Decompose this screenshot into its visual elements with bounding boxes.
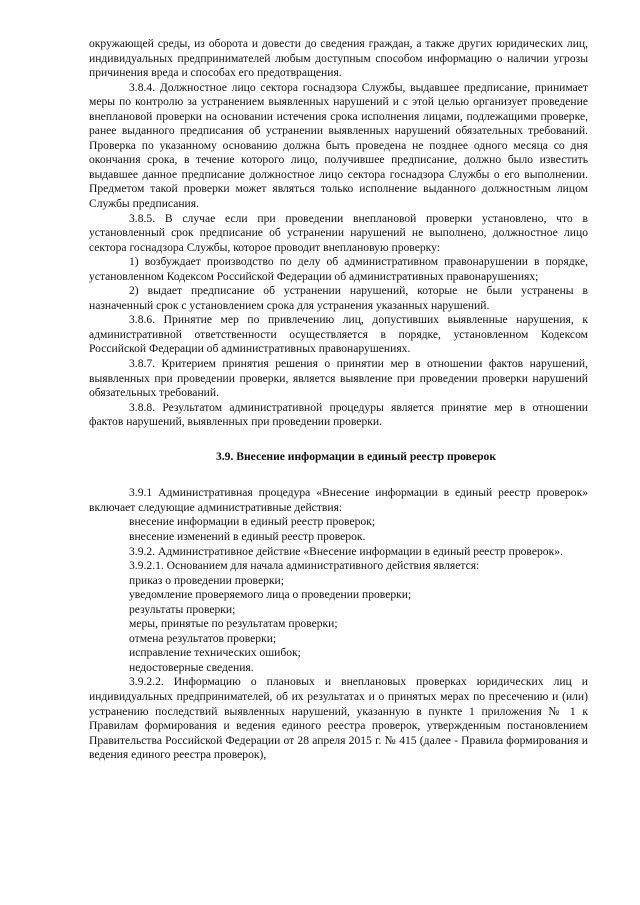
paragraph: 3.8.8. Результатом административной процедуры является принятие мер в отношении фактов нарушений, выявленных при проведении проверки. [89, 400, 588, 429]
list-item: приказ о проведении проверки; [129, 573, 284, 587]
paragraph: 3.9.2.2. Информацию о плановых и внеплановых проверках юридических лиц и индивидуальных предпринимателей, об их результатах и о принятых мерах по пресечению и (или) устранению последствий выявленных нарушений, указанную в пункте 1 приложения № 1 к Правилам формирования и ведения единого реестра проверок, утвержденным постановлением Правительства Российской Федерации от 28 апреля 2015 г. № 415 (далее - Правила формирования и ведения единого реестра проверок), [89, 675, 588, 762]
section-heading: 3.9. Внесение информации в единый реестр проверок [215, 449, 497, 463]
paragraph: 3.9.2. Административное действие «Внесение информации в единый реестр проверок». [129, 544, 563, 558]
spacer [89, 464, 588, 486]
list-item: внесение информации в единый реестр проверок; [129, 515, 376, 529]
paragraph: 3.8.5. В случае если при проведении внеплановой проверки установлено, что в установленный срок предписание об устранении нарушений не выполнено, должностное лицо сектора госнадзора Службы, которое проводит внеплановую проверку: [89, 211, 588, 254]
list-item: отмена результатов проверки; [129, 631, 277, 645]
paragraph: 3.9.1 Административная процедура «Внесение информации в единый реестр проверок» включает следующие административные действия: [89, 486, 588, 514]
list-item: внесение изменений в единый реестр проверок. [129, 529, 366, 543]
list-item: исправление технических ошибок; [129, 646, 301, 660]
paragraph: 1) возбуждает производство по делу об административном правонарушении в порядке, установленном Кодексом Российской Федерации об административных правонарушениях; [89, 255, 588, 283]
paragraph: 3.8.6. Принятие мер по привлечению лиц, допустивших выявленные нарушения, к административной ответственности осуществляется в порядке, установленном Кодексом Российской Федерации об административных правонарушениях. [89, 313, 588, 356]
paragraph: 3.8.4. Должностное лицо сектора госнадзора Службы, выдавшее предписание, принимает меры по контролю за устранением выявленных нарушений и с этой целью организует проведение внеплановой проверки на основании истечения срока исполнения лицами, подлежащими проверке, ранее выданного предписания об устранении выявленных нарушений обязательных требований. Проверка по указанному основанию должна быть проведена не позднее одного месяца со дня окончания срока, в течение которого лицо, получившее предписание, должно было известить выдавшее данное предписание должностное лицо сектора госнадзора Службы о его выполнении. Предметом такой проверки может являться только исполнение выданного должностным лицом Службы предписания. [89, 80, 588, 211]
section-3-9-text [89, 486, 588, 762]
section-3-8-text [89, 37, 588, 430]
list-item: результаты проверки; [129, 602, 236, 616]
list-item: уведомление проверяемого лица о проведении проверки; [129, 588, 412, 602]
paragraph: 3.8.7. Критерием принятия решения о принятии мер в отношении фактов нарушений, выявленных при проведении проверки, является выявление при проведении проверки нарушений обязательных требований. [89, 357, 588, 400]
paragraph: окружающей среды, из оборота и довести до сведения граждан, а также других юридических лиц, индивидуальных предпринимателей любым доступным способом информацию о наличии угрозы причинения вреда и способах его предотвращения. [89, 37, 588, 80]
spacer [89, 430, 588, 450]
list-item: 3.9.2.1. Основанием для начала административного действия является: [129, 559, 480, 573]
list-item: недостоверные сведения. [129, 660, 254, 674]
paragraph: 2) выдает предписание об устранении нарушений, которые не были устранены в назначенный срок с установлением срока для устранения указанных нарушений. [89, 284, 588, 312]
list-item: меры, принятые по результатам проверки; [129, 617, 338, 631]
